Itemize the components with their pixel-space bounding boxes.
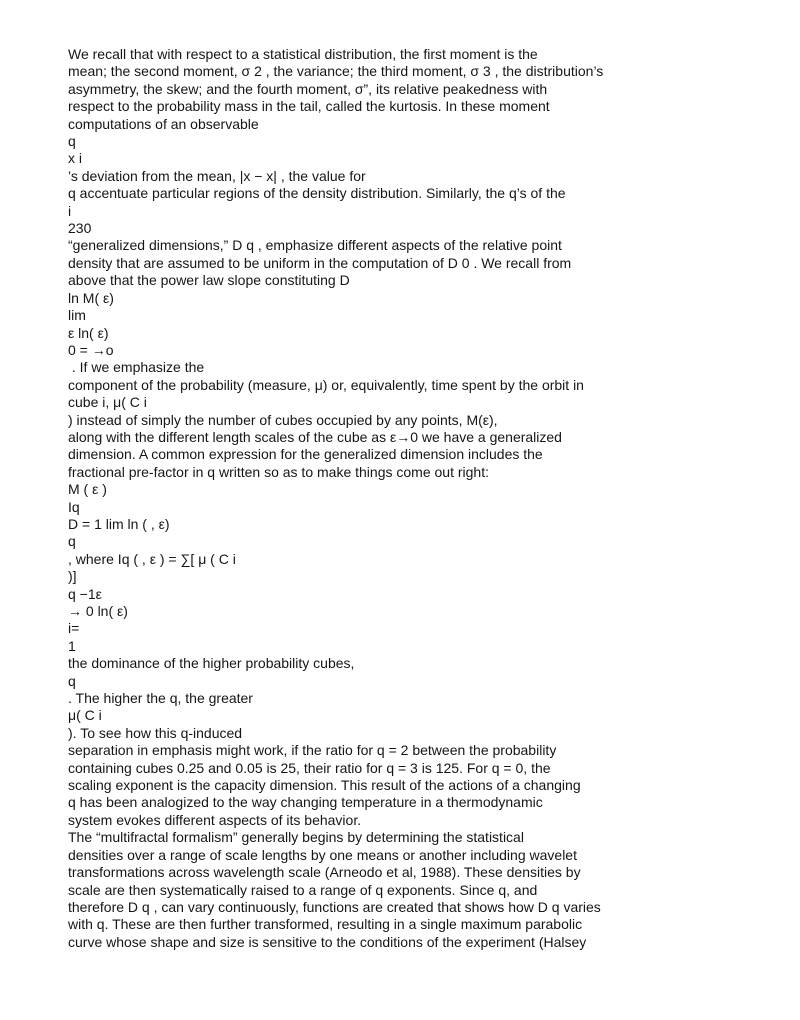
text-line: system evokes different aspects of its behavior.: [68, 811, 362, 828]
text-line: along with the different length scales of the cube as ε→0 we have a generalized: [68, 428, 562, 445]
text-line: lim: [68, 307, 86, 324]
text-line: 230: [68, 220, 92, 237]
text-line: fractional pre-factor in q written so as to make things come out right:: [68, 463, 489, 480]
text-line: ln M( ε): [68, 289, 114, 306]
text-line: ε ln( ε): [68, 324, 109, 341]
text-line: therefore D q , can vary continuously, functions are created that shows how D q varies: [68, 898, 601, 915]
text-line: mean; the second moment, σ 2 , the variance; the third moment, σ 3 , the distribution’s: [68, 63, 604, 80]
document-text: [68, 46, 760, 951]
text-line: densities over a range of scale lengths by one means or another including wavelet: [68, 846, 577, 863]
text-line: separation in emphasis might work, if the ratio for q = 2 between the probability: [68, 742, 557, 759]
text-line: density that are assumed to be uniform in the computation of D 0 . We recall from: [68, 254, 572, 271]
text-line: ’s deviation from the mean, |x − x| , the value for: [68, 167, 366, 184]
text-line: q: [68, 133, 76, 150]
text-line: 0 = →o: [68, 341, 114, 358]
text-line: x i: [68, 150, 82, 167]
text-line: μ( C i: [68, 707, 102, 724]
text-line: “generalized dimensions,” D q , emphasize different aspects of the relative point: [68, 237, 562, 254]
text-line: containing cubes 0.25 and 0.05 is 25, their ratio for q = 3 is 125. For q = 0, the: [68, 759, 551, 776]
text-line: q −1ε: [68, 585, 102, 602]
text-line: with q. These are then further transformed, resulting in a single maximum parabolic: [68, 916, 583, 933]
text-line: D = 1 lim ln ( , ε): [68, 515, 170, 532]
text-line: i: [68, 202, 72, 219]
text-line: component of the probability (measure, μ) or, equivalently, time spent by the orbit in: [68, 376, 584, 393]
text-line: . The higher the q, the greater: [68, 690, 253, 707]
text-line: M ( ε ): [68, 481, 107, 498]
text-line: cube i, μ( C i: [68, 394, 147, 411]
text-line: The “multifractal formalism” generally begins by determining the statistical: [68, 829, 524, 846]
text-line: asymmetry, the skew; and the fourth moment, σ”, its relative peakedness with: [68, 80, 548, 97]
text-line: dimension. A common expression for the generalized dimension includes the: [68, 446, 543, 463]
text-line: 1: [68, 637, 76, 654]
text-line: . If we emphasize the: [68, 359, 205, 376]
text-line: q: [68, 533, 76, 550]
text-line: curve whose shape and size is sensitive to the conditions of the experiment (Halsey: [68, 933, 587, 950]
text-line: ). To see how this q-induced: [68, 724, 243, 741]
text-line: q has been analogized to the way changing temperature in a thermodynamic: [68, 794, 543, 811]
text-line: We recall that with respect to a statistical distribution, the first moment is the: [68, 46, 538, 62]
text-line: scale are then systematically raised to a range of q exponents. Since q, and: [68, 881, 538, 898]
text-line: respect to the probability mass in the tail, called the kurtosis. In these moment: [68, 98, 550, 115]
text-line: ) instead of simply the number of cubes occupied by any points, M(ε),: [68, 411, 498, 428]
text-line: i=: [68, 620, 80, 637]
text-line: the dominance of the higher probability cubes,: [68, 655, 355, 672]
text-line: , where Iq ( , ε ) = ∑[ μ ( C i: [68, 550, 236, 567]
text-line: → 0 ln( ε): [68, 603, 128, 619]
text-line: q accentuate particular regions of the density distribution. Similarly, the q’s of the: [68, 185, 566, 202]
text-line: scaling exponent is the capacity dimension. This result of the actions of a changing: [68, 777, 581, 794]
text-line: transformations across wavelength scale (Arneodo et al, 1988). These densities by: [68, 864, 581, 881]
text-line: computations of an observable: [68, 115, 259, 132]
text-line: q: [68, 672, 76, 689]
text-line: above that the power law slope constituting D: [68, 272, 350, 289]
text-line: )]: [68, 568, 77, 585]
text-line: Iq: [68, 498, 80, 515]
